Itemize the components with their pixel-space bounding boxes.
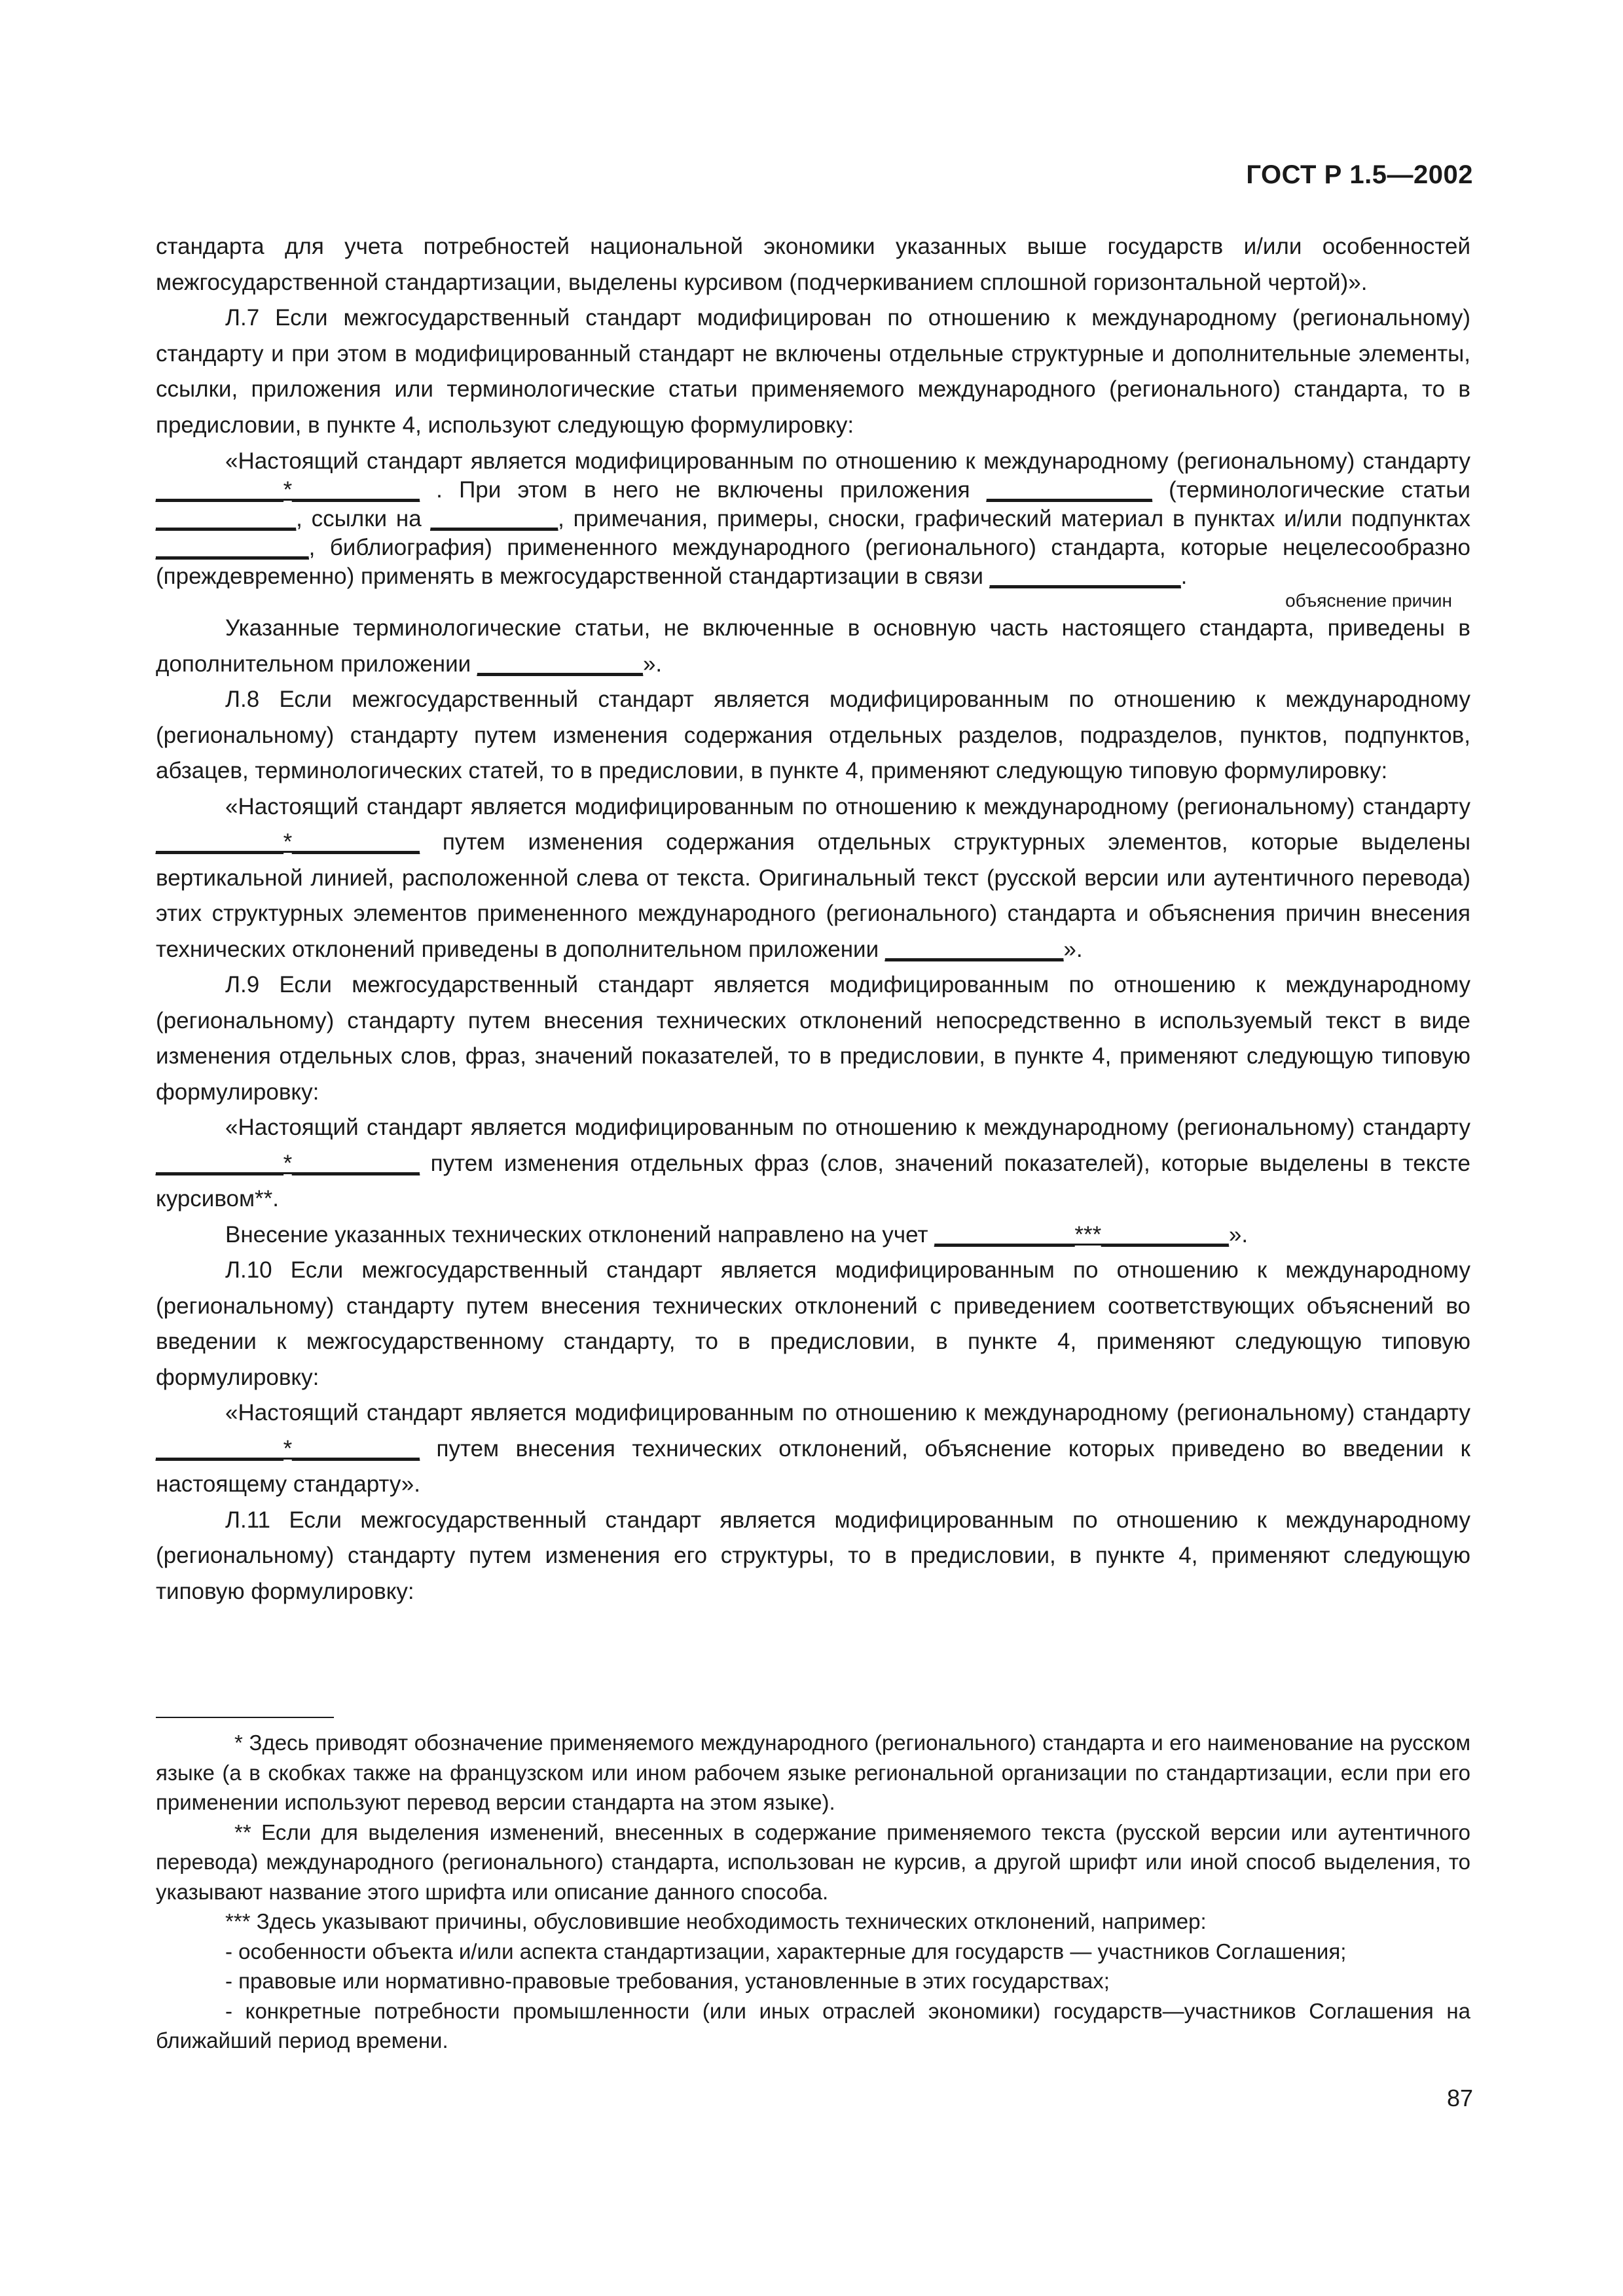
clause-l9: Л.9 Если межгосударственный стандарт является модифицированным по отношению к международному (региональному) стандарту путем внесения технических отклонений непосредственно в используемый текст в виде изменения отдельных слов, фраз, значений показателей, то в предисловии, в пункте 4, применяют следующую типовую формулировку: (156, 972, 1470, 1105)
blank-terms: ___________ (156, 506, 297, 531)
quote-l9: «Настоящий стандарт является модифицированным по отношению к международному (региональному) стандарту __________*__________ путем изменения отдельных фраз (слов, значений показателей), которые выделены в тексте курсивом**. (156, 1115, 1470, 1211)
terms-annex-paragraph: Указанные терминологические статьи, не включенные в основную часть настоящего стандарта, приведены в дополнительном приложении _____________». (156, 615, 1470, 677)
blank-purpose: ___________***__________ (934, 1221, 1229, 1247)
footnote-3: *** Здесь указывают причины, обусловившие необходимость технических отклонений, например: (225, 1909, 1207, 1933)
clause-l10: Л.10 Если межгосударственный стандарт является модифицированным по отношению к международному (региональному) стандарту путем внесения технических отклонений с приведением соответствующих объяснений во введении к межгосударственному стандарту, то в предисловии, в пункте 4, применяют следующую типовую формулировку: (156, 1257, 1470, 1390)
deviation-purpose: Внесение указанных технических отклонений направлено на учет ___________***__________». (225, 1221, 1249, 1247)
blank-standard: __________*__________ (156, 1435, 420, 1462)
footnote-1: * Здесь приводят обозначение применяемого международного (регионального) стандарта и его наименование на русском языке (а в скобках также на французском или ином рабочем языке региональной организации по стандартизации, если при его применении используют перевод версии стандарта на этом языке). (156, 1731, 1470, 1814)
blank-standard: __________*__________ (156, 477, 420, 503)
clause-l7: Л.7 Если межгосударственный стандарт модифицирован по отношению к международному (региональному) стандарту и при этом в модифицированный стандарт не включены отдельные структурные и дополнительные элементы, ссылки, приложения или терминологические статьи применяемого международного (регионального) стандарта, то в предисловии, в пункте 4, используют следующую формулировку: (156, 305, 1470, 438)
blank-standard: __________*__________ (156, 829, 420, 855)
blank-reason: _______________ (989, 564, 1181, 589)
footnotes (156, 1728, 1470, 2056)
quote-l8: «Настоящий стандарт является модифицированным по отношению к международному (региональному) стандарту __________*__________ путем изменения содержания отдельных структурных элементов, которые выделены вертикальной линией, расположенной слева от текста. Оригинальный текст (русской версии или аутентичного перевода) этих структурных элементов примененного международного (регионального) стандарта и объяснения причин внесения технических отклонений приведены в дополнительном приложении ______________». (156, 793, 1470, 962)
footnote-3-item: - правовые или нормативно-правовые требования, установленные в этих государствах; (225, 1969, 1110, 1993)
blank-caption: объяснение причин (1285, 590, 1452, 611)
document-designation: ГОСТ Р 1.5—2002 (1246, 160, 1473, 189)
page-number: 87 (1446, 2085, 1473, 2111)
footnote-3-item: - конкретные потребности промышленности (или иных отраслей экономики) государств—участников Соглашения на ближайший период времени. (156, 1998, 1470, 2053)
blank-subclauses: ____________ (156, 535, 309, 560)
blank-annex: _____________ (477, 651, 643, 677)
main-text (156, 229, 1470, 1609)
footnote-separator (156, 1717, 334, 1718)
quote-l10: «Настоящий стандарт является модифицированным по отношению к международному (региональному) стандарту __________*__________ путем внесения технических отклонений, объяснение которых приведено во введении к настоящему стандарту». (156, 1400, 1470, 1497)
blank-references: __________ (430, 506, 558, 531)
clause-l8: Л.8 Если межгосударственный стандарт является модифицированным по отношению к международному (региональному) стандарту путем изменения содержания отдельных разделов, подразделов, пунктов, подпунктов, абзацев, терминологических статей, то в предисловии, в пункте 4, применяют следующую типовую формулировку: (156, 687, 1470, 783)
blank-standard: __________*__________ (156, 1150, 420, 1176)
footnote-3-item: - особенности объекта и/или аспекта стандартизации, характерные для государств — участников Соглашения; (225, 1939, 1347, 1964)
footnote-2: ** Если для выделения изменений, внесенных в содержание применяемого текста (русской версии или аутентичного перевода) международного (регионального) стандарта, использован не курсив, а другой шрифт или иной способ выделения, то указывают название этого шрифта или описание данного способа. (156, 1820, 1470, 1904)
quote-l7: «Настоящий стандарт является модифицированным по отношению к международному (региональному) стандарту __________*__________ . При этом в него не включены приложения _____________ (терминологические статьи ___________, ссылки на __________, примечания, примеры, сноски, графический материал в пунктах и/или подпунктах ____________, библиография) примененного международного (регионального) стандарта, которые нецелесообразно (преждевременно) применять в межгосударственной стандартизации в связи _______________. (156, 448, 1470, 589)
clause-l11: Л.11 Если межгосударственный стандарт является модифицированным по отношению к международному (региональному) стандарту путем изменения его структуры, то в предисловии, в пункте 4, применяют следующую типовую формулировку: (156, 1507, 1470, 1604)
blank-annex: ______________ (884, 936, 1064, 962)
blank-annexes: _____________ (986, 477, 1152, 503)
paragraph-continuation: стандарта для учета потребностей национальной экономики указанных выше государств и/или особенностей межгосударственной стандартизации, выделены курсивом (подчеркиванием сплошной горизонтальной чертой)». (156, 234, 1470, 295)
